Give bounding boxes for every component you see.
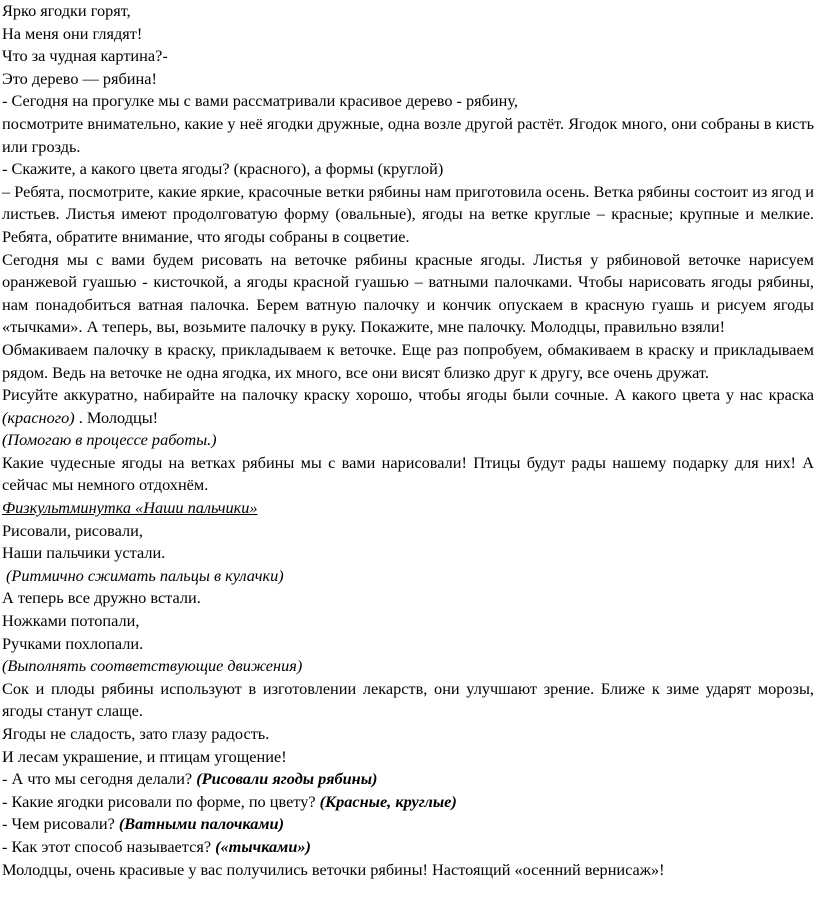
qa-question: - Чем рисовали? — [2, 814, 119, 834]
intro-paragraph: посмотрите внимательно, какие у неё ягодки дружные, одна возле другой растёт. Ягодок много, они собраны в кисть или гроздь. — [2, 113, 814, 156]
qa-answer: (Рисовали ягоды рябины) — [196, 769, 378, 789]
fizkult-line: Ручками похлопали. — [2, 633, 144, 653]
careful-praise: . Молодцы! — [74, 407, 159, 427]
intro-line: - Сегодня на прогулке мы с вами рассматривали красивое дерево - рябину, — [2, 91, 518, 111]
careful-paragraph — [2, 384, 814, 429]
poem-line: Что за чудная картина?- — [2, 46, 168, 66]
fizkult-line: Рисовали, рисовали, — [2, 520, 143, 540]
poem-line: Ярко ягодки горят, — [2, 1, 131, 20]
careful-text: Рисуйте аккуратно, набирайте на палочку краску хорошо, чтобы ягоды были сочные. А какого цвета у нас краска — [2, 385, 814, 405]
careful-answer: (красного) — [2, 407, 75, 427]
today-paragraph: Сегодня мы с вами будем рисовать на веточке рябины красные ягоды. Листья у рябиновой веточке нарисуем оранжевой гуашью - кисточкой, а ягоды красной гуашью – ватными палочками. Чтобы нарисовать ягоды рябины, нам понадобиться ватная палочка. Берем ватную палочку и кончик опускаем в красную гуашь и рисуем ягоды «тычками». А теперь, вы, возьмите палочку в руку. Покажите, мне палочку. Молодцы, правильно взяли! — [2, 249, 814, 337]
fizkult-line: Ножками потопали, — [2, 611, 140, 631]
qa-line — [2, 768, 814, 791]
qa-answer: (Красные, круглые) — [319, 791, 457, 811]
dip-paragraph: Обмакиваем палочку в краску, прикладываем к веточке. Еще раз попробуем, обмакиваем в краску и прикладываем рядом. Ведь на веточке не одна ягодка, их много, все они висят близко друг к другу, все очень дружат. — [2, 339, 814, 382]
qa-question: - Как этот способ называется? — [2, 836, 216, 856]
final-line: Молодцы, очень красивые у вас получились веточки рябины! Настоящий «осенний вернисаж»! — [2, 859, 665, 879]
fizkult-note: (Ритмично сжимать пальцы в кулачки) — [6, 565, 284, 585]
fizkult-title: Физкультминутка «Наши пальчики» — [2, 498, 258, 518]
qa-question: - Какие ягодки рисовали по форме, по цвету? — [2, 791, 320, 811]
fizkult-line: Наши пальчики устали. — [2, 543, 166, 563]
help-note: (Помогаю в процессе работы.) — [2, 430, 217, 450]
praise-paragraph: Какие чудесные ягоды на ветках рябины мы с вами нарисовали! Птицы будут рады нашему подарку для них! А сейчас мы немного отдохнём. — [2, 452, 814, 495]
qa-line — [2, 791, 814, 814]
poem-line: Ягоды не сладость, зато глазу радость. — [2, 724, 270, 743]
juice-paragraph: Сок и плоды рябины используют в изготовлении лекарств, они улучшают зрение. Ближе к зиме ударят морозы, ягоды станут слаще. — [2, 678, 814, 721]
fizkult-line: А теперь все дружно встали. — [2, 588, 201, 608]
qa-answer: («тычками») — [215, 836, 311, 856]
question-color-line: - Скажите, а какого цвета ягоды? (красного), а формы (круглой) — [2, 159, 444, 179]
qa-line — [2, 813, 814, 836]
fizkult-note: (Выполнять соответствующие движения) — [2, 656, 303, 676]
branch-paragraph: – Ребята, посмотрите, какие яркие, красочные ветки рябины нам приготовила осень. Ветка рябины состоит из ягод и листьев. Листья имеют продолговатую форму (овальные), ягоды на ветке круглые – красные; крупные и мелкие. Ребята, обратите внимание, что ягоды собраны в соцветие. — [2, 181, 814, 246]
poem-line: На меня они глядят! — [2, 23, 143, 43]
poem-line: Это дерево — рябина! — [2, 68, 157, 88]
poem-line: И лесам украшение, и птицам угощение! — [2, 746, 287, 766]
qa-answer: (Ватными палочками) — [118, 814, 285, 834]
qa-line — [2, 836, 814, 859]
qa-question: - А что мы сегодня делали? — [2, 769, 197, 789]
